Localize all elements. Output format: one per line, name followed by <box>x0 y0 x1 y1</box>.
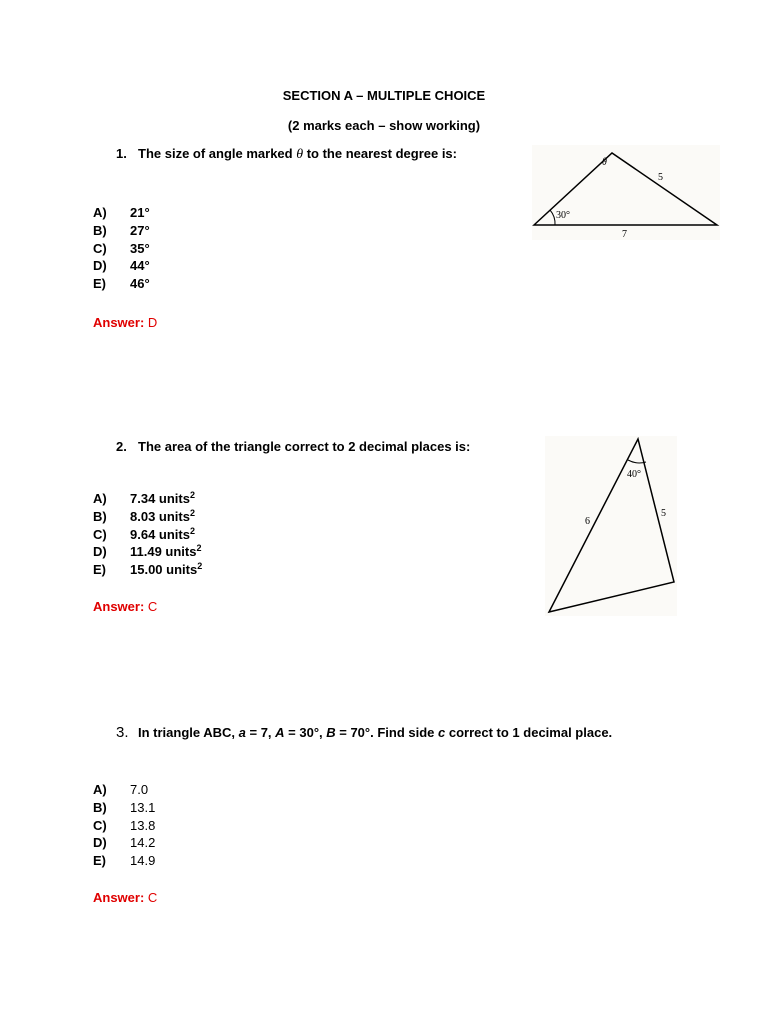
option-d: D) 11.49 units$^2$ <box>93 543 202 560</box>
answer-2 <box>93 599 157 614</box>
question-text-end: to the nearest degree is: <box>303 146 457 161</box>
answer-label: Answer: <box>93 599 145 614</box>
option-b: B) 8.03 units$^2$ <box>93 507 195 524</box>
section-subtitle: (2 marks each – show working) <box>287 118 481 133</box>
option-d: D) 44° <box>93 258 150 274</box>
triangle-figure-2 <box>545 436 677 616</box>
var-c: c <box>438 725 446 740</box>
figure-background <box>545 436 677 616</box>
option-c: C) 13.8 <box>93 817 156 833</box>
options-list-3 <box>93 781 155 870</box>
answer-value: C <box>147 890 158 905</box>
option-a: A) 21° <box>93 205 150 220</box>
section-title: SECTION A – MULTIPLE CHOICE <box>282 88 486 103</box>
option-e: E) 46° <box>93 276 150 292</box>
answer-value: D <box>147 315 158 330</box>
options-list-2 <box>93 490 202 579</box>
question-1 <box>116 146 457 163</box>
question-text: In triangle ABC, <box>138 725 239 740</box>
question-number: 2. <box>116 439 127 454</box>
answer-value: C <box>147 599 158 614</box>
answer-label: Answer: <box>93 890 145 905</box>
option-b: B) 13.1 <box>93 799 156 815</box>
option-d: D) 14.2 <box>93 835 156 851</box>
options-list-1 <box>93 204 150 293</box>
option-c: C) 9.64 units$^2$ <box>93 525 195 542</box>
question-number: 3. <box>116 724 129 741</box>
theta-label: θ <box>602 157 607 168</box>
triangle-figure-1 <box>532 145 720 240</box>
question-text: The area of the triangle correct to 2 decimal places is: <box>138 439 471 454</box>
side-label-5: 5 <box>661 508 666 519</box>
var-A: A <box>275 725 285 740</box>
option-c: C) 35° <box>93 240 150 256</box>
side-label-5: 5 <box>658 172 663 183</box>
var-a: a <box>238 725 246 740</box>
question-3: 3. In triangle ABC, a = 7, A = 30°, B = 70°. Find side c correct to 1 decimal place. <box>116 724 613 741</box>
answer-1 <box>93 315 157 330</box>
question-text: The size of angle marked <box>138 146 297 161</box>
option-a: A) 7.0 <box>93 782 149 797</box>
side-label-6: 6 <box>585 516 590 527</box>
var-B: B <box>326 725 336 740</box>
option-e: E) 15.00 units$^2$ <box>93 561 203 578</box>
option-a: A) 7.34 units$^2$ <box>93 490 195 506</box>
option-b: B) 27° <box>93 222 150 238</box>
angle-label: 40° <box>627 469 641 480</box>
question-2 <box>116 439 470 454</box>
option-e: E) 14.9 <box>93 853 156 869</box>
answer-3 <box>93 890 157 905</box>
question-number: 1. <box>116 146 127 161</box>
answer-label: Answer: <box>93 315 145 330</box>
theta-symbol: θ <box>296 147 304 162</box>
angle-label: 30° <box>556 210 570 221</box>
side-label-7: 7 <box>622 229 627 240</box>
